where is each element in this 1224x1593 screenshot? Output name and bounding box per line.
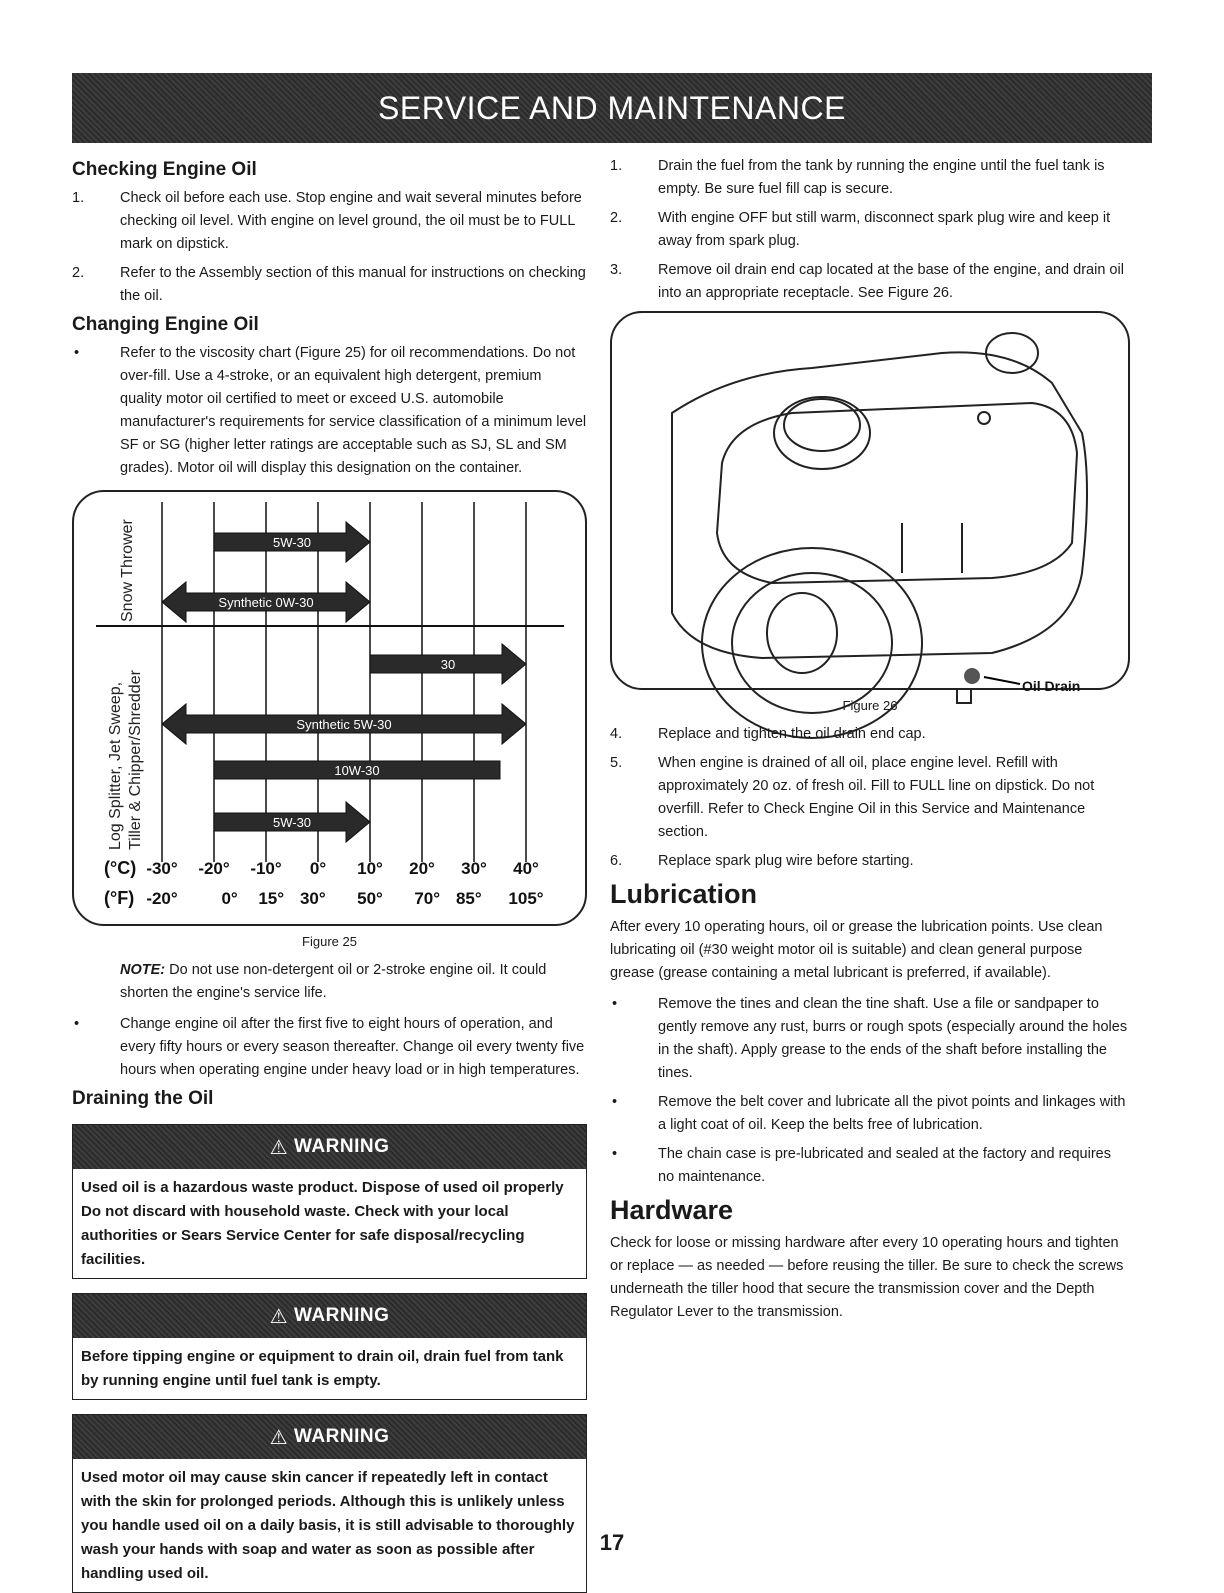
celsius-tick-label: -10° [250, 859, 282, 878]
oil-drain-cap-icon [964, 668, 980, 684]
group-label: Tiller & Chipper/Shredder [127, 670, 144, 850]
list-item: 5. When engine is drained of all oil, place engine level. Refill with approximately 20 oz. of fresh oil. Fill to FULL line on dipstick. Do not overfill. Refer to Check Engine Oil in this Service and Maintenance section. [610, 755, 1095, 840]
bar-label: 30 [440, 657, 456, 672]
checking-oil-heading: Checking Engine Oil [72, 159, 257, 180]
hardware-heading: Hardware [610, 1195, 734, 1225]
celsius-tick-label: 40° [513, 859, 539, 878]
figure-25-caption: Figure 25 [302, 934, 357, 949]
oil-drain-label: Oil Drain [1022, 678, 1081, 694]
fahrenheit-tick-label: 30° [299, 889, 326, 908]
warning-text: Used oil is a hazardous waste product. Dispose of used oil properly Do not discard with household waste. Check with your local authorities or Sears Service Center for safe disposal/recycling facilities. [81, 1179, 564, 1268]
list-item: 1. Drain the fuel from the tank by running the engine until the fuel tank is empty. Be sure fuel fill cap is secure. [610, 158, 1105, 197]
viscosity-chart-svg [74, 492, 585, 920]
viscosity-chart [72, 490, 587, 926]
checking-steps [72, 187, 587, 308]
list-item: 2. Refer to the Assembly section of this manual for instructions on checking the oil. [72, 265, 586, 304]
bar-label: Synthetic 0W-30 [218, 595, 314, 610]
warning-triangle-icon: ⚠ [269, 1426, 289, 1449]
draining-steps-2 [610, 723, 1130, 873]
group-label: Snow Thrower [119, 519, 136, 622]
fahrenheit-tick-label: 0° [221, 889, 238, 908]
warning-header: ⚠ WARNING [73, 1125, 586, 1169]
fahrenheit-tick-label: 85° [455, 889, 482, 908]
lubrication-heading: Lubrication [610, 879, 757, 909]
list-item: 6. Replace spark plug wire before starting. [610, 853, 914, 869]
list-item: 3. Remove oil drain end cap located at the base of the engine, and drain oil into an appropriate receptacle. See Figure 26. [610, 262, 1124, 301]
page-number: 17 [599, 1530, 625, 1555]
bar-label: Synthetic 5W-30 [296, 717, 392, 732]
celsius-tick-label: -20° [198, 859, 230, 878]
change-bullets [72, 1013, 587, 1082]
warning-header: ⚠ WARNING [73, 1415, 586, 1459]
engine-figure [610, 311, 1130, 694]
celsius-tick-label: -30° [146, 859, 178, 878]
fahrenheit-axis-label: (°F) [104, 888, 135, 908]
bar-label: 5W-30 [272, 815, 312, 830]
bar-label: 5W-30 [272, 535, 312, 550]
warning-triangle-icon: ⚠ [269, 1136, 289, 1159]
note-label: NOTE: [120, 962, 166, 978]
warning-header: ⚠ WARNING [73, 1294, 586, 1338]
page-title: SERVICE AND MAINTENANCE [378, 89, 846, 126]
warning-box-3 [72, 1414, 587, 1593]
fahrenheit-tick-label: 70° [414, 889, 441, 908]
fahrenheit-tick-label: 105° [508, 889, 544, 908]
list-item: • Remove the belt cover and lubricate all the pivot points and linkages with a light coat of oil. Keep the belts free of lubrication. [612, 1094, 1126, 1133]
bar-label: 10W-30 [334, 763, 380, 778]
list-item: 4. Replace and tighten the oil drain end cap. [610, 726, 926, 742]
right-column [610, 155, 1130, 1332]
lubrication-bullets [610, 993, 1130, 1189]
group-label: Log Splitter, Jet Sweep, [107, 681, 124, 850]
list-item: 1. Check oil before each use. Stop engine and wait several minutes before checking oil level. With engine on level ground, the oil must be to FULL mark on dipstick. [72, 190, 582, 252]
celsius-tick-label: 30° [461, 859, 487, 878]
celsius-tick-label: 10° [357, 859, 383, 878]
lubrication-text: After every 10 operating hours, oil or grease the lubrication points. Use clean lubricating oil (#30 weight motor oil is suitable) and clean general purpose grease (grease containing a metal lubricant is preferred, if available). [610, 919, 1103, 981]
fahrenheit-tick-label: 15° [258, 889, 285, 908]
figure-26-caption: Figure 26 [842, 698, 898, 713]
list-item: 2. With engine OFF but still warm, disconnect spark plug wire and keep it away from spark plug. [610, 210, 1111, 249]
warning-text: Used motor oil may cause skin cancer if repeatedly left in contact with the skin for prolonged periods. Although this is unlikely unless you handle used oil on a daily basis, it is still advisable to thoroughly wash your hands with soap and water as soon as possible after handling used oil. [81, 1469, 575, 1582]
fahrenheit-tick-label: -20° [146, 889, 178, 908]
warning-text: Before tipping engine or equipment to drain oil, drain fuel from tank by running engine until fuel tank is empty. [81, 1348, 564, 1389]
draining-steps [610, 155, 1130, 305]
list-item: • Change engine oil after the first five to eight hours of operation, and every fifty hours or every season thereafter. Change oil every twenty five hours when operating engine under heavy load or in high temperatures. [74, 1016, 585, 1078]
engine-illustration [612, 313, 1126, 694]
celsius-tick-label: 20° [409, 859, 435, 878]
note: NOTE: Do not use non-detergent oil or 2-stroke engine oil. It could shorten the engine's service life. [120, 962, 547, 1001]
section-banner [72, 73, 1152, 143]
celsius-tick-label: 0° [309, 859, 327, 878]
left-column [72, 155, 587, 1593]
list-item: • Refer to the viscosity chart (Figure 25) for oil recommendations. Do not over-fill. Use a 4-stroke, or an equivalent high detergent, premium quality motor oil certified to meet or exceed U.S. automobile manufacturer's requirements for service classification of a minimum level SF or SG (higher letter ratings are acceptable such as SJ, SL and SM grades). Motor oil will display this designation on the container. [74, 345, 587, 476]
warning-box-2 [72, 1293, 587, 1400]
changing-oil-heading: Changing Engine Oil [72, 314, 259, 335]
fahrenheit-tick-label: 50° [357, 889, 383, 908]
list-item: • Remove the tines and clean the tine shaft. Use a file or sandpaper to gently remove any rust, burrs or rough spots (especially around the holes in the shaft). Apply grease to the ends of the shaft before installing the tines. [612, 996, 1128, 1081]
warning-box-1 [72, 1124, 587, 1279]
hardware-text: Check for loose or missing hardware after every 10 operating hours and tighten or replace — as needed — before reusing the tiller. Be sure to check the screws underneath the tiller hood that secure the transmission cover and the Depth Regulator Lever to the transmission. [610, 1235, 1124, 1320]
warning-triangle-icon: ⚠ [269, 1305, 289, 1328]
list-item: • The chain case is pre-lubricated and sealed at the factory and requires no maintenance. [612, 1146, 1111, 1185]
celsius-axis-label: (°C) [104, 858, 137, 878]
changing-bullets [72, 342, 587, 480]
draining-oil-heading: Draining the Oil [72, 1088, 214, 1109]
